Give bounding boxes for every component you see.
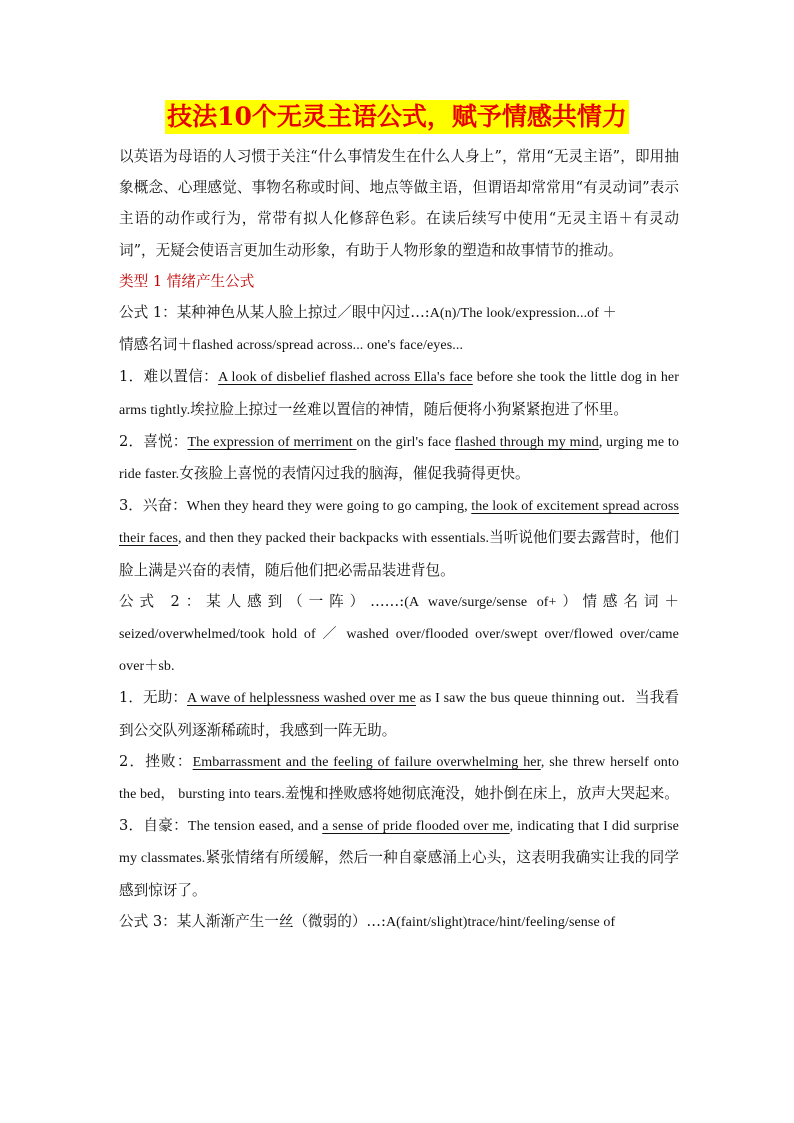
f1-item-2-cn: 女孩脸上喜悦的表情闪过我的脑海，催促我骑得更快。 [179, 465, 530, 483]
f1-item-2-underlined-2: flashed through my mind [454, 434, 599, 450]
formula-2-label: 公式 2：某人感到（一阵）……: [119, 592, 405, 610]
formula-3-label: 公式 3：某人渐渐产生一丝（微弱的）…: [119, 912, 386, 930]
f1-item-2-en: , urging me to ride faster. [119, 434, 679, 483]
f2-item-2-underlined: Embarrassment and the feeling of failure overwhelming her [192, 754, 541, 770]
f1-item-3-en: , and then they packed their backpacks with essentials. [178, 531, 490, 547]
formula-1-label: 公式 1：某种神色从某人脸上掠过／眼中闪过…: [119, 304, 430, 322]
f2-item-1-underlined: A wave of helplessness washed over me [187, 691, 416, 707]
formula-2-en2: seized/overwhelmed/took hold of ／ washed over/flooded over/swept over/flowed over/came over＋sb. [119, 627, 679, 675]
section-title: 类型 1 情绪产生公式 [119, 272, 255, 290]
f1-item-3-cn: 当听说他们要去露营时，他们脸上满是兴奋的表情，随后他们把必需品装进背包。 [119, 529, 679, 579]
intro-text: 以英语为母语的人习惯于关注“什么事情发生在什么人身上”，常用“无灵主语”，即用抽象概念、心理感觉、事物名称或时间、地点等做主语，但谓语却常常用“有灵动词”表示主语的动作或行为，常带有拟人化修辞色彩。在读后续写中使用“无灵主语＋有灵动词”，无疑会使语言更加生动形象，有助于人物形象的塑造和故事情节的推动。 [119, 148, 679, 259]
f1-item-3-num: 3．兴奋： [119, 497, 187, 515]
f1-item-1 [119, 361, 679, 425]
formula-3-en1: A(faint/slight)trace/hint/feeling/sense of [385, 914, 616, 930]
f1-item-3-pre: When they heard they were going to go camping, [186, 499, 472, 515]
formula-1-en1: A(n)/The look/expression...of ＋ [429, 306, 617, 322]
f2-item-2-en: , she threw herself onto the bed， bursting into tears. [119, 754, 679, 803]
f1-item-3 [119, 490, 679, 586]
f2-item-1-cn: 当我看到公交队列逐渐稀疏时，我感到一阵无助。 [119, 689, 679, 739]
f1-item-1-en: before she took the little dog in her arms tightly. [119, 370, 679, 418]
formula-2 [119, 586, 679, 683]
formula-1-en2: flashed across/spread across... one's face/eyes... [191, 338, 464, 354]
f1-item-2-mid: on the girl's face [356, 434, 455, 450]
f2-item-3-cn: 紧张情绪有所缓解，然后一种自豪感涌上心头，这表明我确实让我的同学感到惊讶了。 [119, 849, 679, 899]
formula-2-en1: (A wave/surge/sense of+） [404, 594, 583, 610]
f1-item-3-underlined: the look of excitement spread across their faces [119, 499, 679, 547]
f2-item-1 [119, 682, 679, 745]
f1-item-2 [119, 426, 679, 490]
f2-item-3-num: 3．自豪： [119, 817, 188, 835]
formula-3 [119, 906, 679, 938]
f1-item-1-cn: 埃拉脸上掠过一丝难以置信的神情，随后便将小狗紧紧抱进了怀里。 [190, 400, 628, 418]
f2-item-3 [119, 810, 679, 906]
f2-item-1-en: as I saw the bus queue thinning out． [415, 691, 636, 707]
f1-item-1-num: 1．难以置信： [119, 368, 219, 386]
f2-item-3-underlined: a sense of pride flooded over me [322, 819, 510, 835]
f2-item-2-num: 2．挫败： [119, 752, 193, 770]
f1-item-1-underlined: A look of disbelief flashed across Ella's face [218, 370, 473, 386]
f2-item-1-num: 1．无助： [119, 689, 188, 707]
f2-item-2-cn: 羞愧和挫败感将她彻底淹没，她扑倒在床上，放声大哭起来。 [284, 785, 679, 803]
formula-1 [119, 297, 679, 361]
f2-item-3-pre: The tension eased, and [187, 819, 323, 835]
f2-item-3-en: , indicating that I did surprise my classmates. [119, 819, 679, 867]
intro-paragraph [119, 141, 679, 266]
page-title: 技法10个无灵主语公式，赋予情感共情力 [165, 100, 629, 134]
formula-2-cn1: 情感名词＋ [582, 592, 679, 610]
document-body [119, 141, 679, 938]
title-wrap [0, 100, 794, 134]
f1-item-2-underlined-1: The expression of merriment [187, 434, 357, 450]
f2-item-2 [119, 746, 679, 810]
formula-1-cn2: 情感名词＋ [119, 336, 192, 354]
f1-item-2-num: 2．喜悦： [119, 432, 188, 450]
